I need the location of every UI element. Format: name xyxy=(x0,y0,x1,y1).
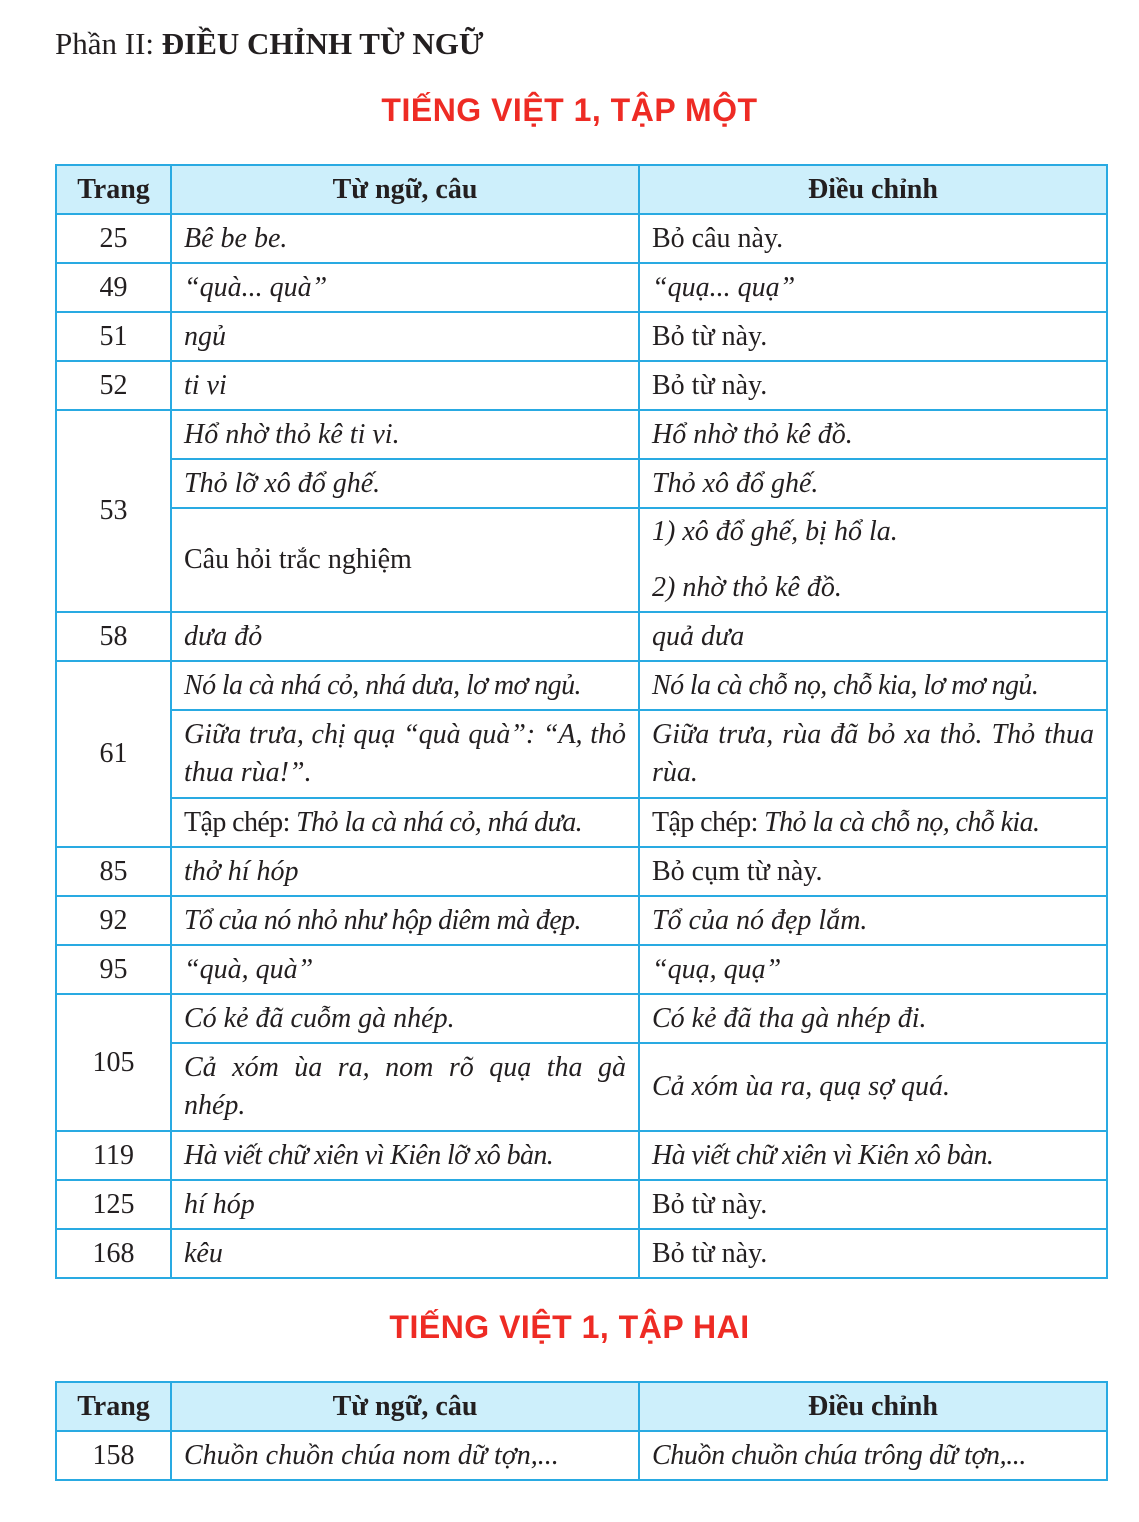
original-phrase: Có kẻ đã cuỗm gà nhép. xyxy=(171,994,639,1043)
header-tu-ngu-cau: Từ ngữ, câu xyxy=(171,1382,639,1431)
original-phrase: Câu hỏi trắc nghiệm xyxy=(171,508,639,612)
part-heading-title: ĐIỀU CHỈNH TỪ NGỮ xyxy=(161,26,484,61)
correction xyxy=(639,798,1107,847)
table-row xyxy=(56,361,1107,410)
correction xyxy=(639,508,1107,612)
original-phrase: “quà... quà” xyxy=(171,263,639,312)
correction: Có kẻ đã tha gà nhép đi. xyxy=(639,994,1107,1043)
original-phrase: thở hí hóp xyxy=(171,847,639,896)
table-row xyxy=(56,1431,1107,1480)
section-title-tap-hai: TIẾNG VIỆT 1, TẬP HAI xyxy=(389,1309,750,1345)
page-number: 49 xyxy=(56,263,171,312)
table-row xyxy=(56,945,1107,994)
copy-label: Tập chép: xyxy=(652,806,765,838)
original-phrase: Hổ nhờ thỏ kê ti vi. xyxy=(171,410,639,459)
copy-text: Thỏ la cà chỗ nọ, chỗ kia. xyxy=(764,806,1040,838)
correction: “quạ, quạ” xyxy=(639,945,1107,994)
table-header-row xyxy=(56,1382,1107,1431)
part-heading xyxy=(55,24,484,64)
page-number: 158 xyxy=(56,1431,171,1480)
header-dieu-chinh: Điều chỉnh xyxy=(639,165,1107,214)
correction-line: 1) xô đổ ghế, bị hổ la. xyxy=(652,516,898,547)
correction: Bỏ từ này. xyxy=(639,1180,1107,1229)
page-number: 168 xyxy=(56,1229,171,1278)
corrections-table-tap-mot xyxy=(55,164,1108,1279)
section-title-tap-mot: TIẾNG VIỆT 1, TẬP MỘT xyxy=(381,92,758,128)
page-number: 119 xyxy=(56,1131,171,1180)
table-row xyxy=(56,1131,1107,1180)
correction: Hà viết chữ xiên vì Kiên xô bàn. xyxy=(639,1131,1107,1180)
page-number: 85 xyxy=(56,847,171,896)
copy-label: Tập chép: xyxy=(184,806,297,838)
correction: quả dưa xyxy=(639,612,1107,661)
correction: Thỏ xô đổ ghế. xyxy=(639,459,1107,508)
page-number: 51 xyxy=(56,312,171,361)
original-phrase: Bê be be. xyxy=(171,214,639,263)
table-row xyxy=(56,459,1107,508)
original-phrase: Nó la cà nhá cỏ, nhá dưa, lơ mơ ngủ. xyxy=(171,661,639,710)
correction: Giữa trưa, rùa đã bỏ xa thỏ. Thỏ thua rùa. xyxy=(639,710,1107,798)
table-row xyxy=(56,410,1107,459)
correction: Cả xóm ùa ra, quạ sợ quá. xyxy=(639,1043,1107,1131)
table-row xyxy=(56,508,1107,612)
correction: Bỏ từ này. xyxy=(639,1229,1107,1278)
original-phrase: ti vi xyxy=(171,361,639,410)
table-row xyxy=(56,661,1107,710)
header-tu-ngu-cau: Từ ngữ, câu xyxy=(171,165,639,214)
header-dieu-chinh: Điều chỉnh xyxy=(639,1382,1107,1431)
table-row xyxy=(56,1043,1107,1131)
correction: Tổ của nó đẹp lắm. xyxy=(639,896,1107,945)
table-row xyxy=(56,847,1107,896)
page-number: 58 xyxy=(56,612,171,661)
original-phrase xyxy=(171,798,639,847)
table-row xyxy=(56,312,1107,361)
original-phrase: Hà viết chữ xiên vì Kiên lỡ xô bàn. xyxy=(171,1131,639,1180)
page-number: 61 xyxy=(56,661,171,847)
table-row xyxy=(56,263,1107,312)
correction-line: 2) nhờ thỏ kê đồ. xyxy=(652,572,842,603)
table-row xyxy=(56,896,1107,945)
header-trang: Trang xyxy=(56,1382,171,1431)
header-trang: Trang xyxy=(56,165,171,214)
table-row xyxy=(56,798,1107,847)
original-phrase: “quà, quà” xyxy=(171,945,639,994)
page-number: 105 xyxy=(56,994,171,1131)
correction: Hổ nhờ thỏ kê đồ. xyxy=(639,410,1107,459)
original-phrase: Thỏ lỡ xô đổ ghế. xyxy=(171,459,639,508)
correction: “quạ... quạ” xyxy=(639,263,1107,312)
page-number: 125 xyxy=(56,1180,171,1229)
original-phrase: Chuồn chuồn chúa nom dữ tợn,... xyxy=(171,1431,639,1480)
original-phrase: hí hóp xyxy=(171,1180,639,1229)
page-number: 25 xyxy=(56,214,171,263)
correction: Bỏ cụm từ này. xyxy=(639,847,1107,896)
correction: Chuồn chuồn chúa trông dữ tợn,... xyxy=(639,1431,1107,1480)
correction: Nó la cà chỗ nọ, chỗ kia, lơ mơ ngủ. xyxy=(639,661,1107,710)
correction: Bỏ từ này. xyxy=(639,361,1107,410)
original-phrase: kêu xyxy=(171,1229,639,1278)
page-number: 53 xyxy=(56,410,171,612)
table-header-row xyxy=(56,165,1107,214)
page-number: 95 xyxy=(56,945,171,994)
copy-text: Thỏ la cà nhá cỏ, nhá dưa. xyxy=(296,806,583,838)
part-heading-prefix: Phần II: xyxy=(55,26,162,61)
table-row xyxy=(56,710,1107,798)
correction: Bỏ từ này. xyxy=(639,312,1107,361)
page-number: 92 xyxy=(56,896,171,945)
corrections-table-tap-hai xyxy=(55,1381,1108,1481)
table-row xyxy=(56,1180,1107,1229)
page-number: 52 xyxy=(56,361,171,410)
correction: Bỏ câu này. xyxy=(639,214,1107,263)
table-row xyxy=(56,994,1107,1043)
original-phrase: Tổ của nó nhỏ như hộp diêm mà đẹp. xyxy=(171,896,639,945)
table-row xyxy=(56,612,1107,661)
original-phrase: Cả xóm ùa ra, nom rõ quạ tha gà nhép. xyxy=(171,1043,639,1131)
table-row xyxy=(56,1229,1107,1278)
original-phrase: dưa đỏ xyxy=(171,612,639,661)
original-phrase: ngủ xyxy=(171,312,639,361)
original-phrase: Giữa trưa, chị quạ “quà quà”: “A, thỏ thua rùa!”. xyxy=(171,710,639,798)
table-row xyxy=(56,214,1107,263)
